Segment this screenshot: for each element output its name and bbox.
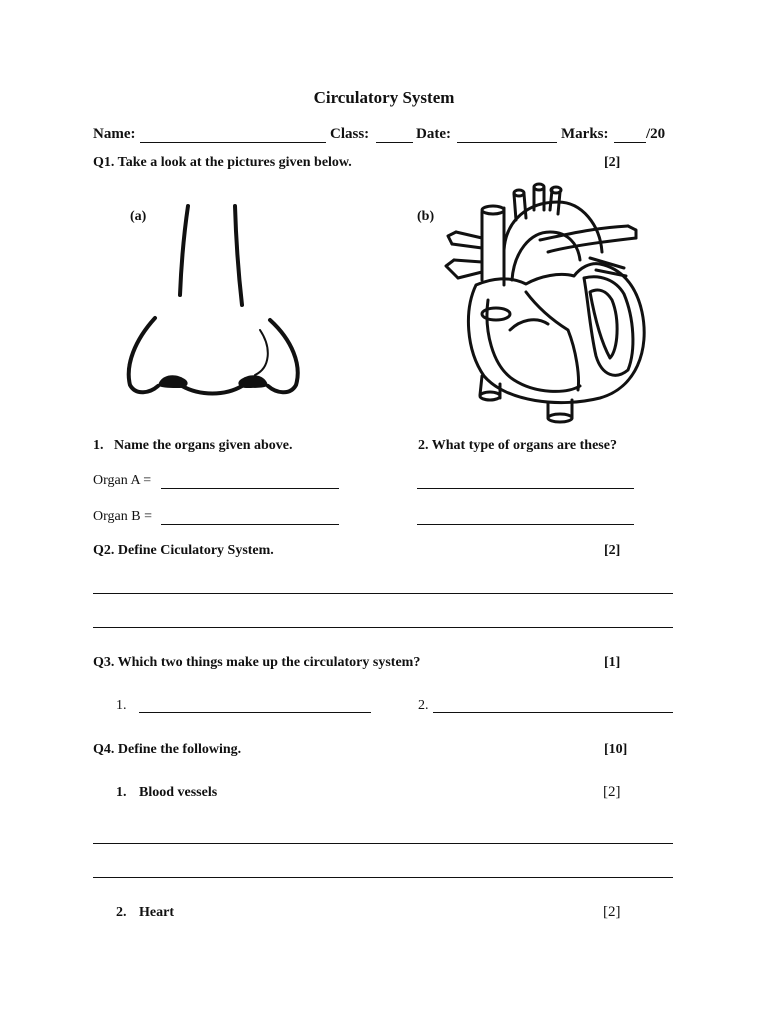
q3-marks: [1] xyxy=(604,655,621,670)
organ-b-type-answer[interactable] xyxy=(417,524,634,525)
q4-item1-answer-line-1[interactable] xyxy=(93,843,673,844)
date-field[interactable] xyxy=(457,142,557,143)
marks-field[interactable] xyxy=(614,142,646,143)
class-label: Class: xyxy=(330,126,370,142)
page-title: Circulatory System xyxy=(313,88,455,107)
organ-a-type-answer[interactable] xyxy=(417,488,634,489)
q1-prompt: Q1. Take a look at the pictures given below. xyxy=(93,155,352,170)
q4-item1-number: 1. xyxy=(116,785,127,800)
organ-b-label: Organ B = xyxy=(93,509,152,524)
q4-item2-number: 2. xyxy=(116,905,127,920)
name-label: Name: xyxy=(93,126,136,142)
marks-label: Marks: xyxy=(561,126,609,142)
organ-a-answer[interactable] xyxy=(161,488,339,489)
q4-prompt: Q4. Define the following. xyxy=(93,742,242,757)
q3-answer-2[interactable] xyxy=(433,712,673,713)
q2-prompt: Q2. Define Ciculatory System. xyxy=(93,543,274,558)
name-field[interactable] xyxy=(140,142,326,143)
q3-prompt: Q3. Which two things make up the circulatory system? xyxy=(93,655,421,670)
q4-item2-label: Heart xyxy=(139,905,174,920)
organ-a-label: Organ A = xyxy=(93,473,152,488)
q2-marks: [2] xyxy=(604,543,621,558)
q4-item1-answer-line-2[interactable] xyxy=(93,877,673,878)
date-label: Date: xyxy=(416,126,451,142)
organ-b-answer[interactable] xyxy=(161,524,339,525)
q3-item2-number: 2. xyxy=(418,698,429,713)
q4-item1-label: Blood vessels xyxy=(139,785,218,800)
q1-sub1: 1. Name the organs given above. xyxy=(93,438,293,453)
q4-item2-marks: [2] xyxy=(603,904,621,920)
q2-answer-line-2[interactable] xyxy=(93,627,673,628)
heart-icon xyxy=(440,180,655,425)
image-a-label: (a) xyxy=(130,209,147,224)
q4-item1-marks: [2] xyxy=(603,784,621,800)
nose-icon xyxy=(120,200,310,405)
q2-answer-line-1[interactable] xyxy=(93,593,673,594)
q3-item1-number: 1. xyxy=(116,698,127,713)
q4-marks: [10] xyxy=(604,742,628,757)
marks-total: /20 xyxy=(646,126,666,142)
class-field[interactable] xyxy=(376,142,413,143)
q1-marks: [2] xyxy=(604,155,621,170)
image-b-label: (b) xyxy=(417,209,435,224)
q1-sub2: 2. What type of organs are these? xyxy=(418,438,617,453)
q3-answer-1[interactable] xyxy=(139,712,371,713)
